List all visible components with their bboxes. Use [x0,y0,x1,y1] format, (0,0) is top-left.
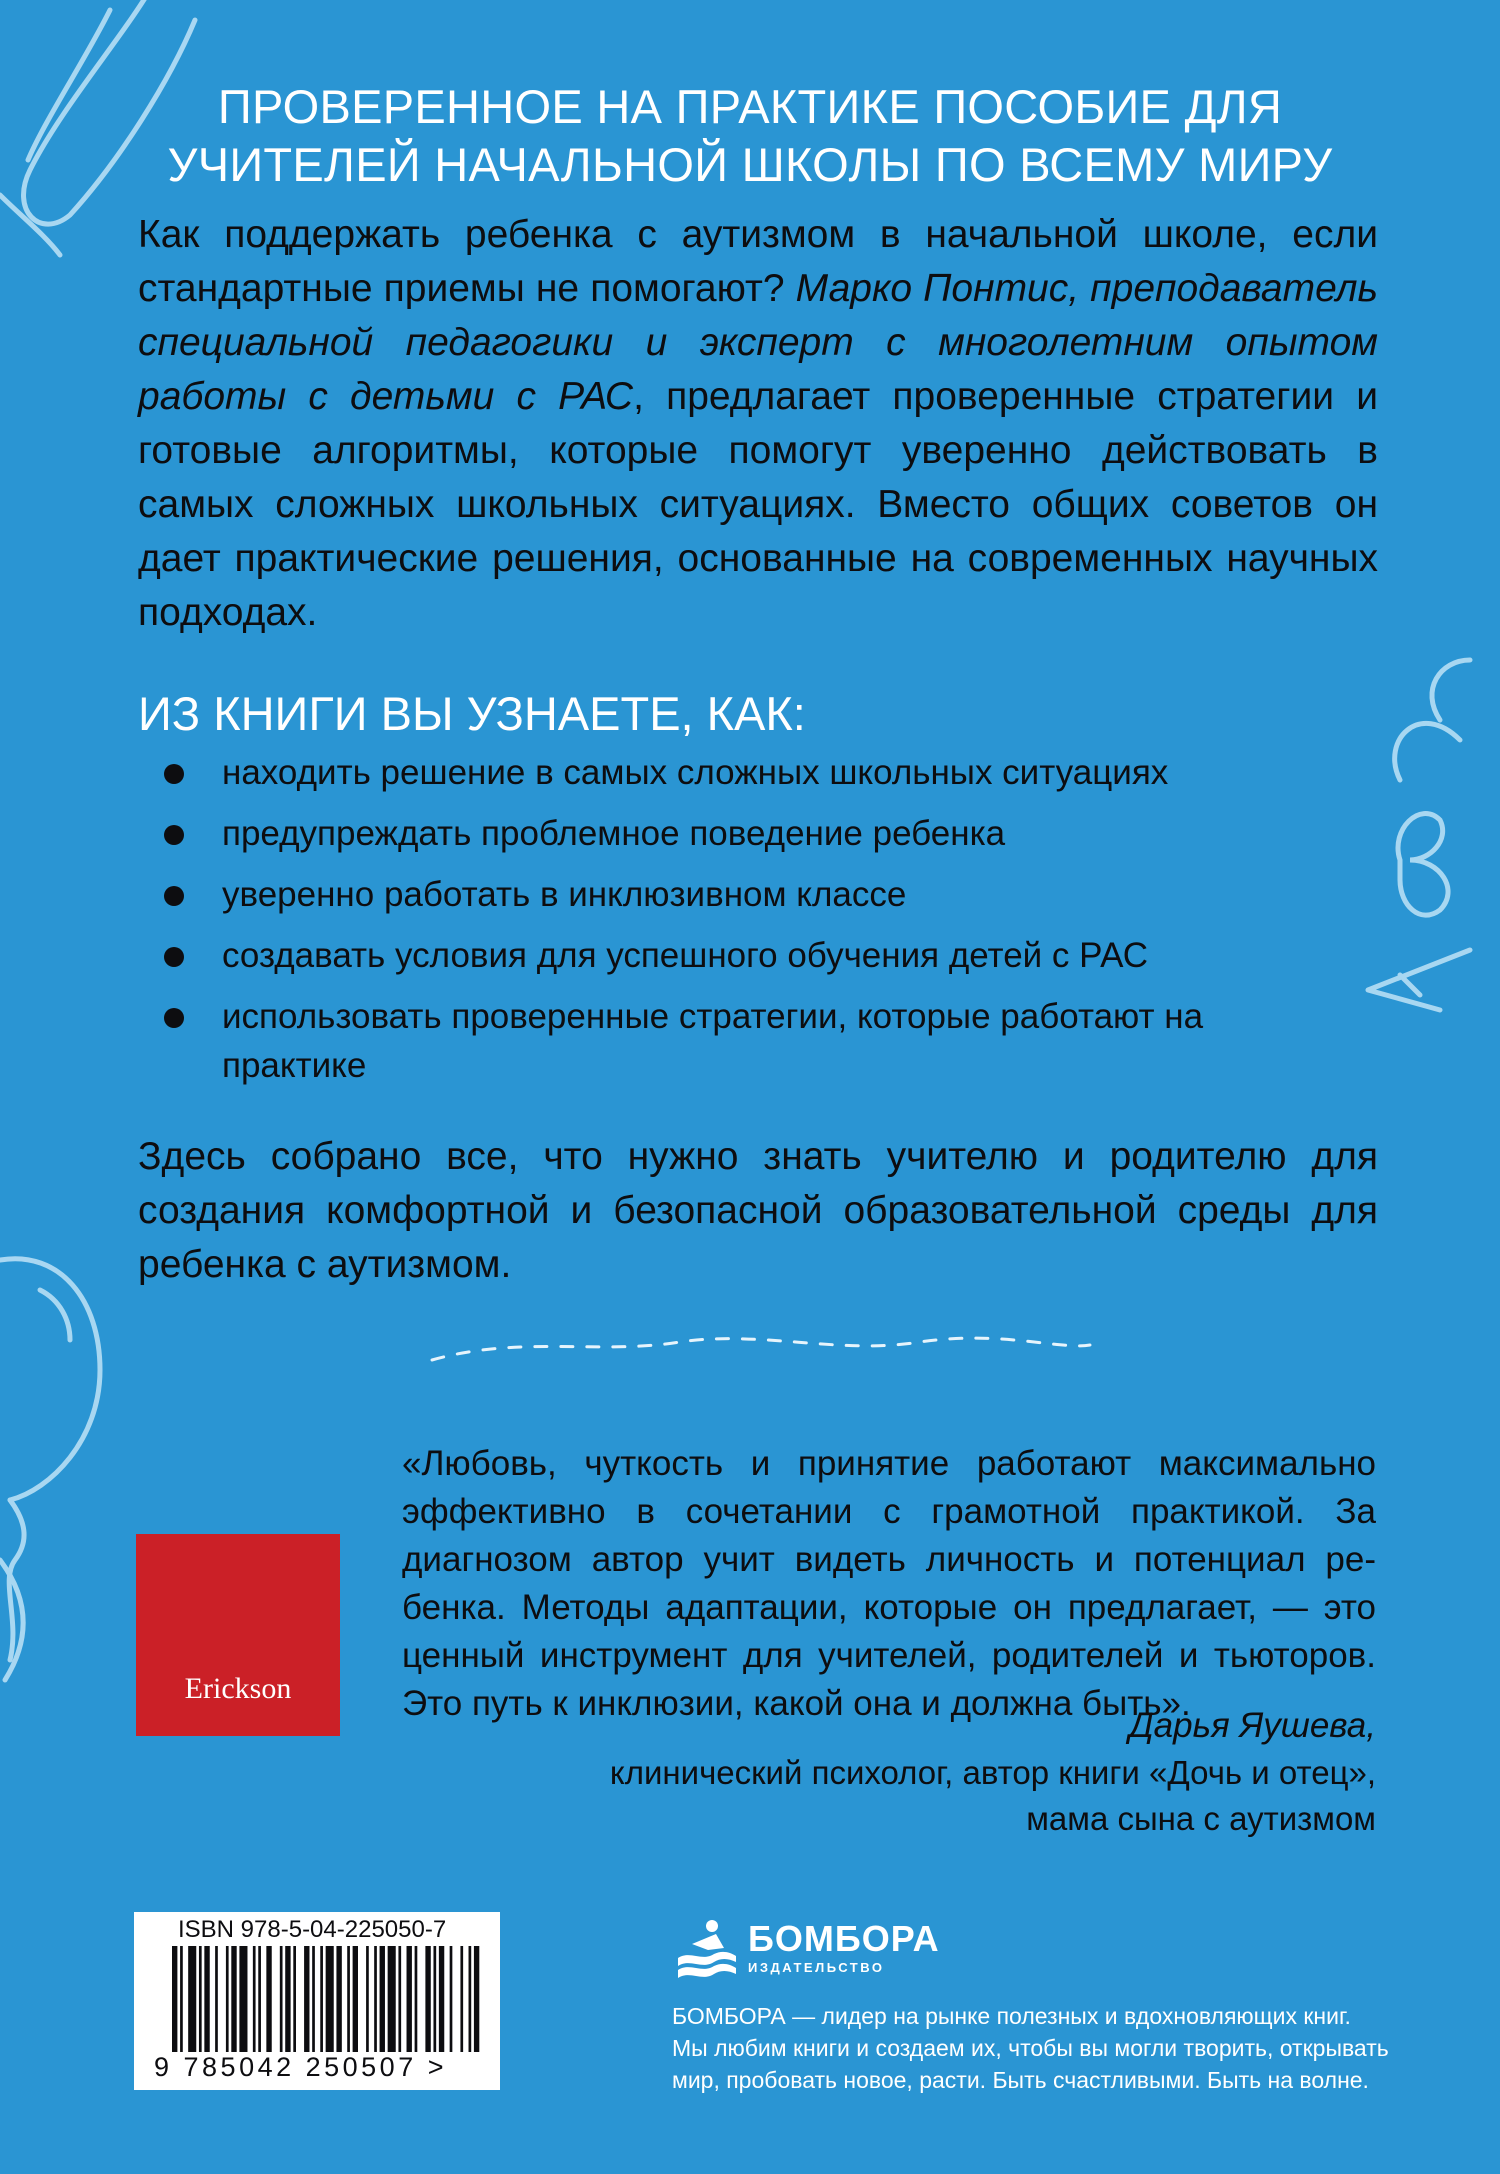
quote-author-role-2: мама сына с аутизмом [1026,1800,1376,1837]
list-item [160,870,1320,919]
bullet-icon [164,825,184,845]
headline-line-2: УЧИТЕЛЕЙ НАЧАЛЬНОЙ ШКОЛЫ ПО ВСЕМУ МИРУ [167,138,1333,191]
publisher-desc-line-3: мир, пробовать новое, расти. Быть счастливыми. Быть на волне. [672,2067,1369,2093]
headline-line-1: ПРОВЕРЕННОЕ НА ПРАКТИКЕ ПОСОБИЕ ДЛЯ [217,80,1283,133]
bullet-icon [164,1008,184,1028]
list-item-text: предупреждать проблемное поведение ребенка [222,814,1006,853]
publisher-description [672,2000,1412,2096]
list-item-text: находить решение в самых сложных школьных ситуациях [222,753,1169,792]
bullet-icon [164,947,184,967]
learn-list [160,748,1320,1102]
list-item [160,809,1320,858]
publisher-subtitle: ИЗДАТЕЛЬСТВО [748,1960,885,1975]
intro-paragraph [138,208,1378,640]
barcode-icon [172,1946,482,2052]
abc-letters-doodle-icon [1368,660,1470,1010]
bullet-icon [164,764,184,784]
list-item [160,748,1320,797]
wavy-divider-icon [432,1338,1090,1360]
summary-paragraph: Здесь собрано все, что нужно знать учителю и родителю для создания комфортной и безопасной образовательной среды для ребенка с аутизмом. [138,1135,1378,1286]
bombora-wave-logo-icon [672,1918,738,1982]
quote-author: Дарья Яушева, [1129,1706,1376,1745]
publisher-name: БОМБОРА [748,1918,940,1959]
list-item-text: использовать проверенные стратегии, которые работают на практике [222,997,1204,1085]
list-item [160,931,1320,980]
testimonial-quote: «Любовь, чуткость и принятие работают максимально эффективно в сочетании с грамотной практикой. За диагнозом автор учит видеть личность и потенциал ребенка. Методы адаптации, которые он предлагает, — это ценный инструмент для учителей, родителей и тьюторов. Это путь к инклюзии, какой она и должна быть». [402,1444,1376,1723]
erickson-label: Erickson [184,1672,292,1705]
intro-part-2: , предлагает проверенные стратегии и готовые алгоритмы, которые помогут уверенно действовать в самых сложных школьных ситуациях. Вместо общих советов он дает практические решения, основанные на современных научных подходах. [138,375,1378,634]
quote-attribution [476,1702,1376,1842]
balloon-doodle-icon [0,1259,100,1680]
intro-part-1: Как поддержать ребенка с аутизмом в начальной школе, если стандартные приемы не помогают? [138,213,1378,310]
list-item-text: создавать условия для успешного обучения детей с РАС [222,936,1149,975]
bullet-icon [164,886,184,906]
isbn-barcode [134,1912,500,2090]
list-item-text: уверенно работать в инклюзивном классе [222,875,907,914]
erickson-logo [136,1534,340,1736]
list-item [160,992,1320,1090]
intro-author-italic: Марко Понтис, преподаватель специальной педагогики и эксперт с многолетним опытом работы с детьми с РАС [138,267,1378,418]
learn-title: ИЗ КНИГИ ВЫ УЗНАЕТЕ, КАК: [138,687,806,740]
publisher-desc-line-1: БОМБОРА — лидер на рынке полезных и вдохновляющих книг. [672,2003,1351,2029]
quote-author-role-1: клинический психолог, автор книги «Дочь и отец», [609,1754,1376,1791]
headline [130,78,1370,194]
publisher-desc-line-2: Мы любим книги и создаем их, чтобы вы могли творить, открывать [672,2035,1389,2061]
publisher-logo [672,1918,1392,1978]
isbn-label: ISBN 978-5-04-225050-7 [178,1916,447,1943]
isbn-digits: 9 785042 250507 > [154,2052,447,2082]
